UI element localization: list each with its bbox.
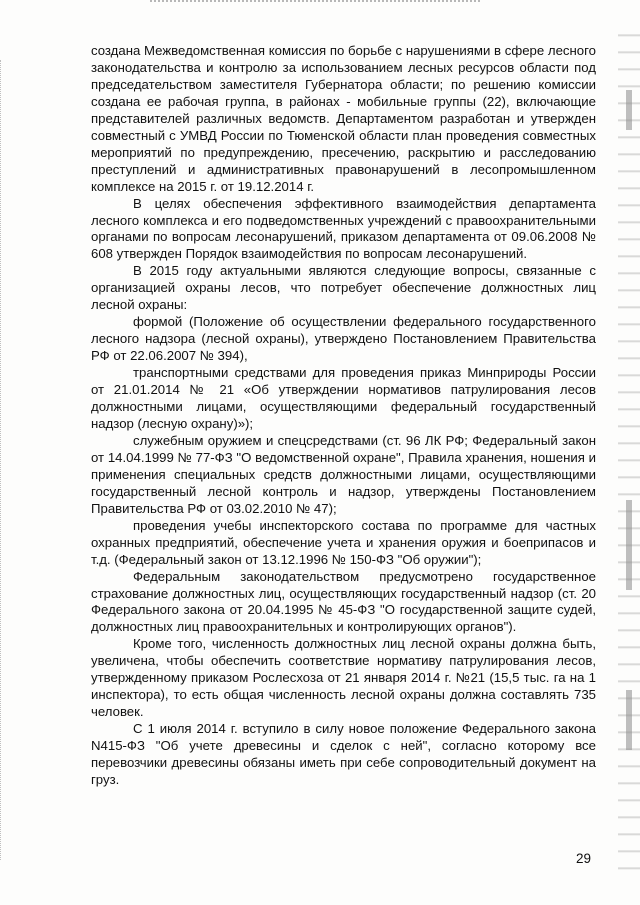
scan-artifact-mark: [626, 690, 632, 750]
scan-artifact-top: [150, 0, 480, 6]
scan-artifact-mark: [626, 500, 632, 590]
paragraph: В 2015 году актуальными являются следующие вопросы, связанные с организацией охраны лесов, что потребует обеспечение должностных лиц лесной охраны:: [91, 263, 596, 313]
paragraph: Федеральным законодательством предусмотрено государственное страхование должностных лиц, осуществляющих государственный надзор (ст. 20 Федерального закона от 20.04.1995 № 45-ФЗ "О государственной защите судей, должностных лиц правоохранительных и контролирующих органов").: [91, 568, 596, 635]
document-body: [91, 43, 596, 789]
scan-artifact-left: [0, 60, 4, 860]
paragraph: проведения учебы инспекторского состава по программе для частных охранных предприятий, обеспечение учета и хранения оружия и боеприпасов и т.д. (Федеральный закон от 13.12.1996 № 150-ФЗ "Об оружии");: [91, 517, 596, 567]
paragraph: создана Межведомственная комиссия по борьбе с нарушениями в сфере лесного законодательства и контролю за использованием лесных ресурсов области под председательством заместителя Губернатора области; по решению комиссии создана ее рабочая группа, в районах - мобильные группы (22), включающие представителей различных ведомств. Департаментом разработан и утвержден совместный с УМВД России по Тюменской области план проведения совместных мероприятий по предупреждению, пресечению, раскрытию и расследованию преступлений и административных правонарушений в лесопромышленном комплексе на 2015 г. от 19.12.2014 г.: [91, 43, 596, 194]
scan-artifact-right: [618, 20, 640, 880]
scan-artifact-mark: [626, 90, 632, 130]
paragraph: служебным оружием и спецсредствами (ст. 96 ЛК РФ; Федеральный закон от 14.04.1999 № 77-ФЗ "О ведомственной охране", Правила хранения, ношения и применения специальных средств должностными лицами, осуществляющими государственный лесной контроль и надзор, утверждены Постановлением Правительства РФ от 03.02.2010 № 47);: [91, 432, 596, 516]
paragraph: В целях обеспечения эффективного взаимодействия департамента лесного комплекса и его подведомственных учреждений с правоохранительными органами по вопросам лесонарушений, приказом департамента от 09.06.2008 № 608 утвержден Порядок взаимодействия по вопросам лесонарушений.: [91, 195, 596, 262]
paragraph: транспортными средствами для проведения приказ Минприроды России от 21.01.2014 № 21 «Об утверждении нормативов патрулирования лесов должностными лицами, осуществляющими федеральный государственный надзор (лесную охрану)»);: [91, 365, 596, 431]
paragraph: С 1 июля 2014 г. вступило в силу новое положение Федерального закона N415-ФЗ "Об учете древесины и сделок с ней", согласно которому все перевозчики древесины обязаны иметь при себе сопроводительный документ на груз.: [91, 721, 596, 787]
paragraph: Кроме того, численность должностных лиц лесной охраны должна быть, увеличена, чтобы обеспечить соответствие нормативу патрулирования лесов, утвержденному приказом Рослесхоза от 21 января 2014 г. №21 (15,5 тыс. га на 1 инспектора), то есть общая численность лесной охраны должна составлять 735 человек.: [91, 636, 596, 720]
page-number: 29: [576, 851, 592, 866]
paragraph: формой (Положение об осуществлении федерального государственного лесного надзора (лесной охраны), утверждено Постановлением Правительства РФ от 22.06.2007 № 394),: [91, 314, 596, 364]
